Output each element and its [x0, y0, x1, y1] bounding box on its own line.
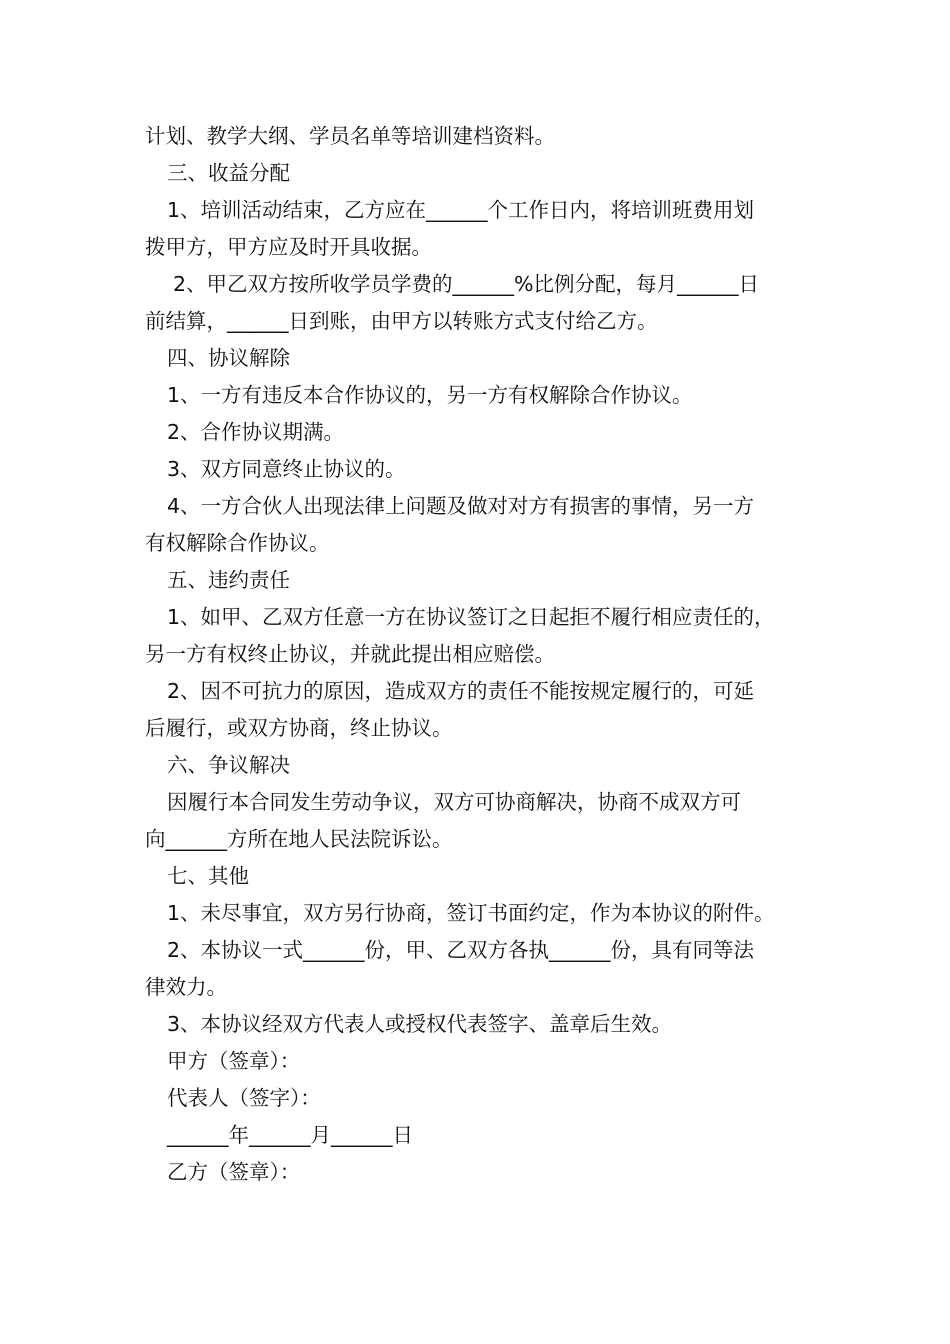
party-b-signature-line: 乙方（签章）： — [167, 1160, 301, 1184]
section-heading-liability: 五、违约责任 — [167, 568, 290, 592]
text-line: 向______方所在地人民法院诉讼。 — [145, 827, 453, 851]
text-line: 2、甲乙双方按所收学员学费的______%比例分配，每月______日 — [173, 272, 760, 296]
document-body — [145, 118, 835, 1191]
text-line: 2、合作协议期满。 — [167, 420, 345, 444]
text-line: 2、因不可抗力的原因，造成双方的责任不能按规定履行的，可延 — [167, 679, 755, 703]
text-line: 拨甲方，甲方应及时开具收据。 — [145, 235, 432, 259]
text-line: 3、本协议经双方代表人或授权代表签字、盖章后生效。 — [167, 1012, 673, 1036]
section-heading-termination: 四、协议解除 — [167, 346, 290, 370]
text-line: 后履行，或双方协商，终止协议。 — [145, 716, 453, 740]
section-heading-revenue: 三、收益分配 — [167, 161, 290, 185]
text-line: 2、本协议一式______份，甲、乙双方各执______份，具有同等法 — [167, 938, 755, 962]
section-heading-dispute: 六、争议解决 — [167, 753, 290, 777]
text-line: 1、培训活动结束，乙方应在______个工作日内，将培训班费用划 — [167, 198, 755, 222]
representative-signature-line: 代表人（签字）： — [167, 1086, 321, 1110]
text-line: 律效力。 — [145, 975, 227, 999]
text-line: 4、一方合伙人出现法律上问题及做对对方有损害的事情，另一方 — [167, 494, 755, 518]
party-a-signature-line: 甲方（签章）： — [167, 1049, 301, 1073]
text-line: 计划、教学大纲、学员名单等培训建档资料。 — [145, 124, 555, 148]
text-line: 1、如甲、乙双方任意一方在协议签订之日起拒不履行相应责任的， — [167, 605, 775, 629]
text-line: 另一方有权终止协议，并就此提出相应赔偿。 — [145, 642, 555, 666]
text-line: 1、未尽事宜，双方另行协商，签订书面约定，作为本协议的附件。 — [167, 901, 775, 925]
text-line: 1、一方有违反本合作协议的，另一方有权解除合作协议。 — [167, 383, 693, 407]
text-line: 因履行本合同发生劳动争议，双方可协商解决，协商不成双方可 — [167, 790, 741, 814]
text-line: 前结算，______日到账，由甲方以转账方式支付给乙方。 — [145, 309, 658, 333]
text-line: 3、双方同意终止协议的。 — [167, 457, 406, 481]
date-line: ______年______月______日 — [167, 1123, 413, 1147]
section-heading-other: 七、其他 — [167, 864, 249, 888]
text-line: 有权解除合作协议。 — [145, 531, 330, 555]
